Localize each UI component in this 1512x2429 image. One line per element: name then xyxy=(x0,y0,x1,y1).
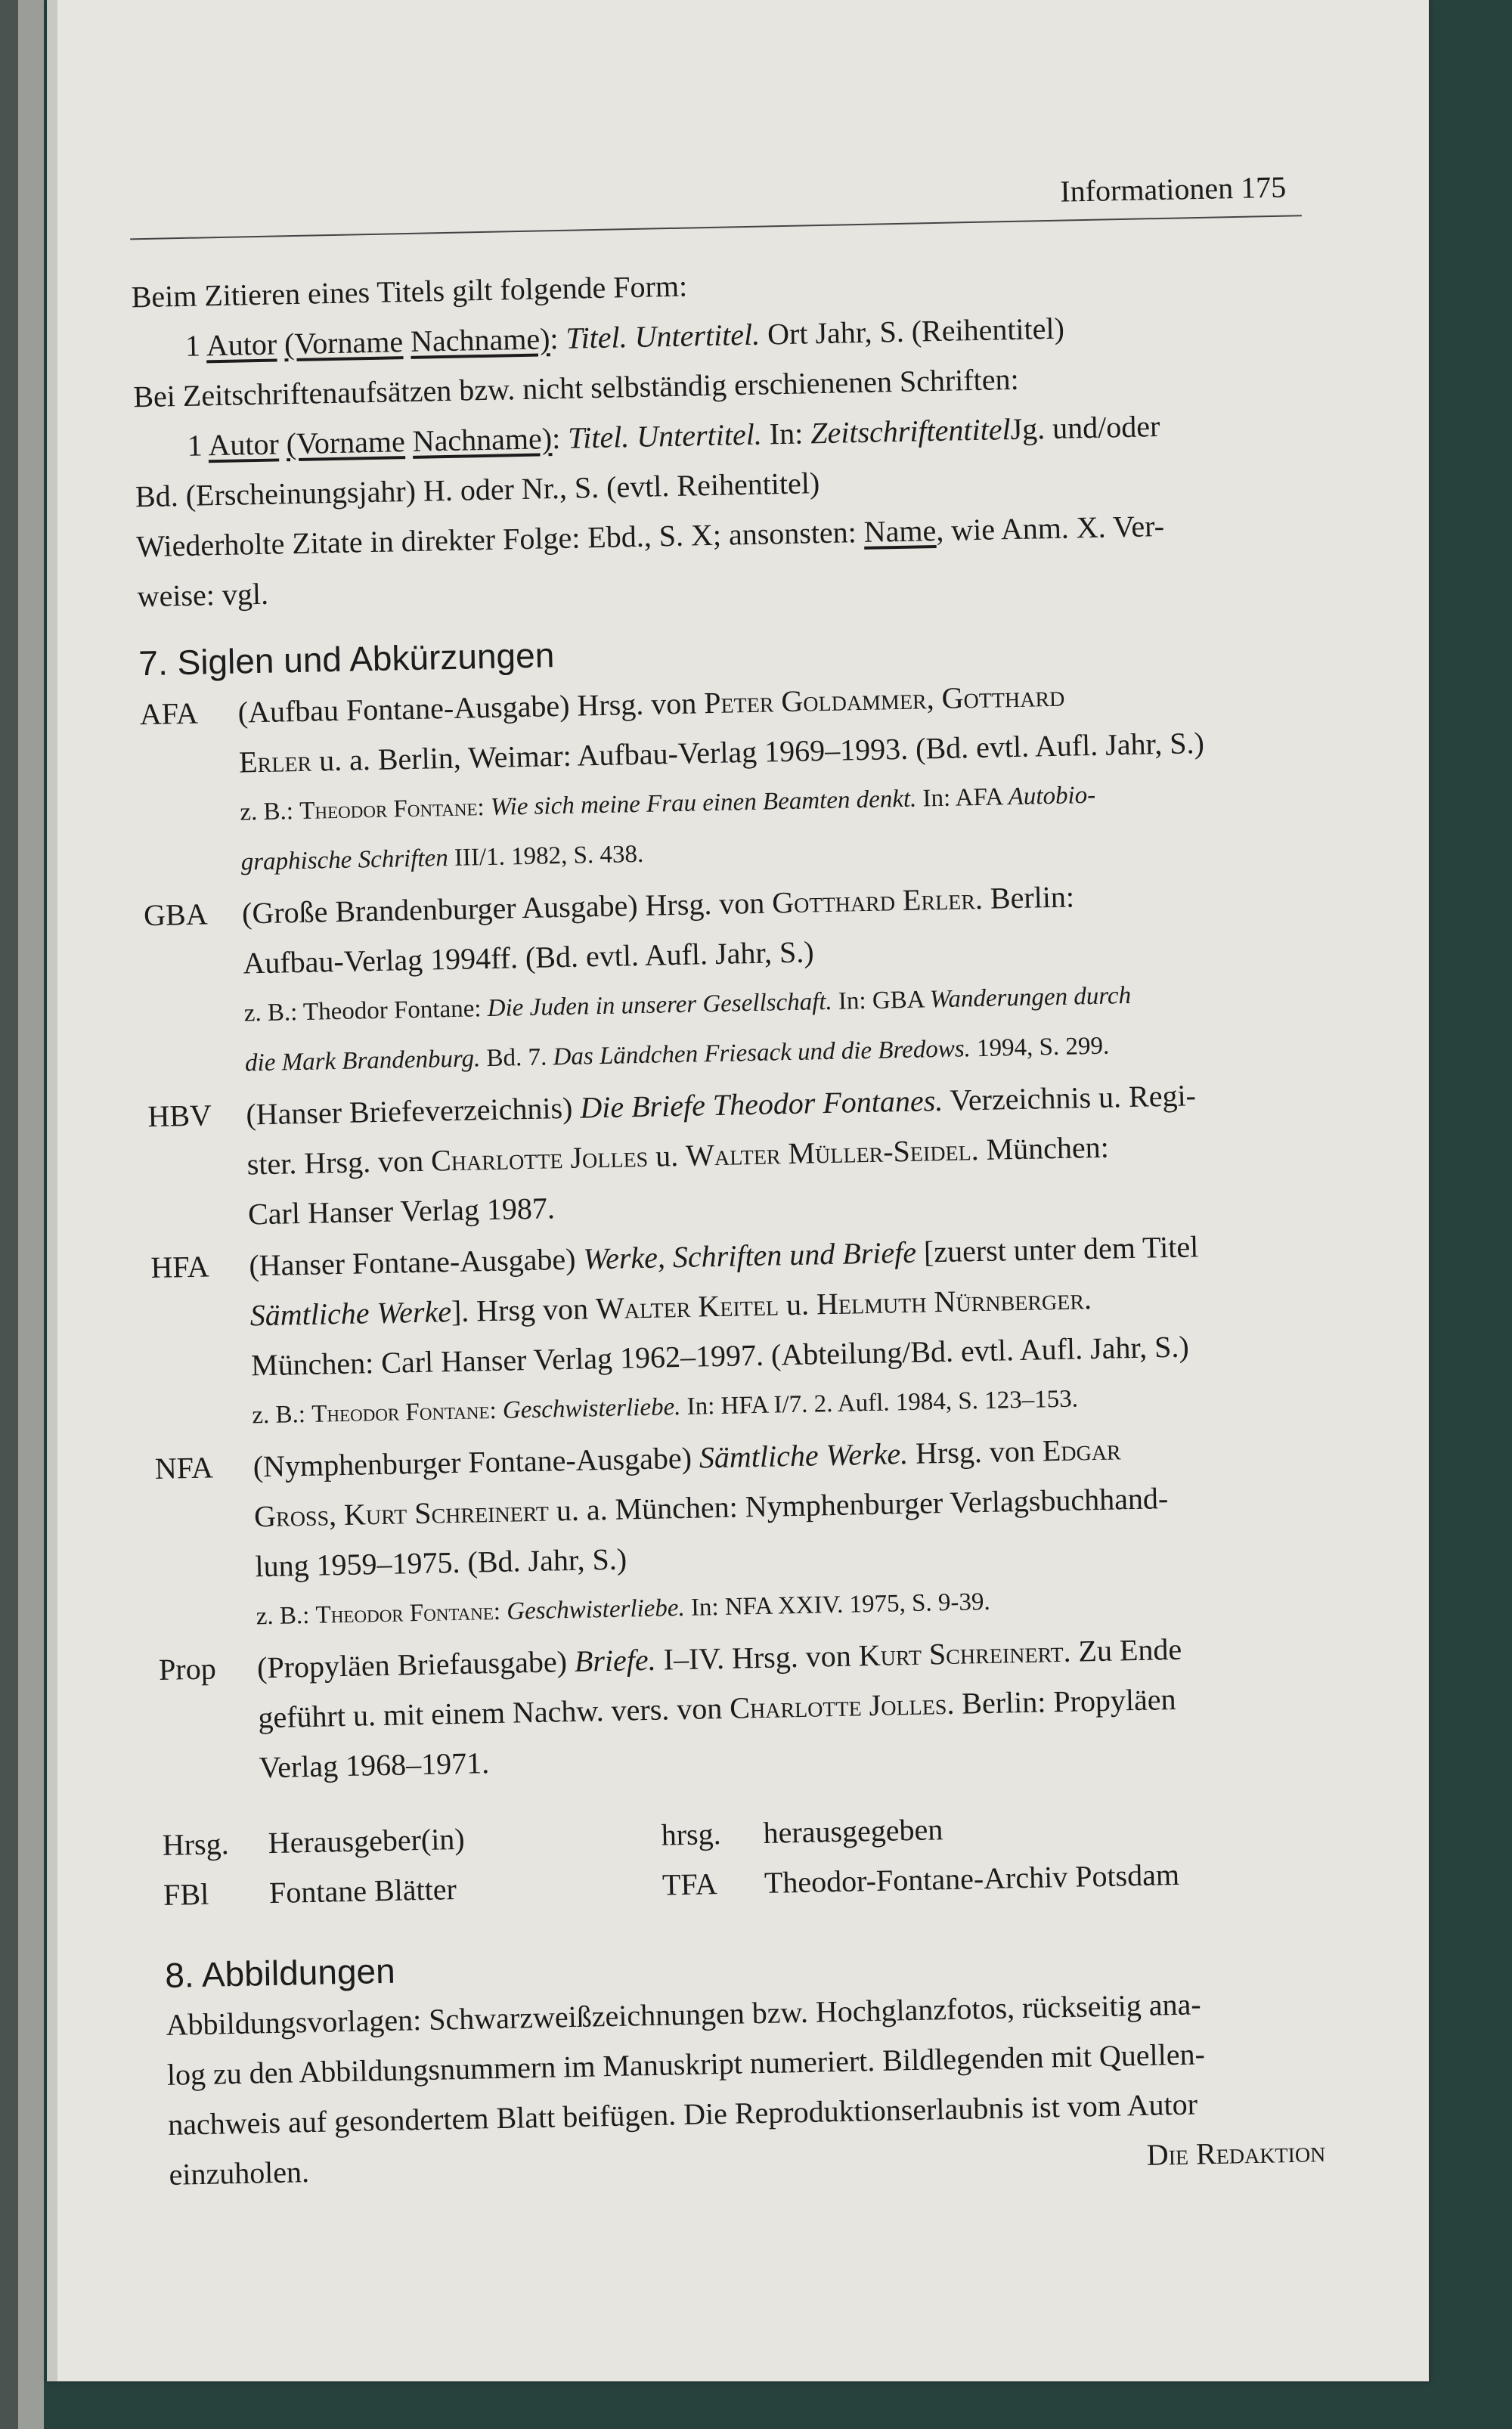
sigle-text: (Aufbau Fontane-Ausgabe) Hrsg. von Peter Goldammer, Gotthard Erler u. a. Berlin, Weimar: Aufbau-Verlag 1969–1993. (Bd. evtl. Aufl. Jahr, S.) z. B.: Theodor Fontane: Wie sich meine Frau einen Beamten denkt. In: AFA Autobio- graphische Schriften III/1. 1982, S. 438. xyxy=(237,678,1205,876)
page-number: 175 xyxy=(1240,169,1287,205)
sigle-abbr: NFA xyxy=(154,1450,214,1486)
page-gutter xyxy=(47,0,57,2381)
citation-intro: Beim Zitieren eines Titels gilt folgende Form: xyxy=(131,268,688,314)
abbreviation-meaning: Herausgeber(in) xyxy=(268,1821,466,1860)
sigle-abbr: Prop xyxy=(158,1651,217,1687)
sigle-abbr: HBV xyxy=(147,1098,212,1134)
sigle-entry-prop xyxy=(159,1622,1318,1795)
sigle-entry-hbv xyxy=(147,1068,1307,1241)
abbreviation: FBl xyxy=(163,1876,209,1912)
section-8-line: log zu den Abbildungsnummern im Manuskript numeriert. Bildlegenden mit Quellen- xyxy=(166,2037,1206,2092)
section-7-heading: 7. Siglen und Abkürzungen xyxy=(138,635,555,683)
abbreviation-list xyxy=(162,1797,1320,1920)
section-8-line: Abbildungsvorlagen: Schwarzweißzeichnungen bzw. Hochglanzfotos, rückseitig ana- xyxy=(166,1987,1201,2042)
abbreviation-meaning: herausgegeben xyxy=(763,1812,943,1850)
citation-journal-form: 1 Autor (Vorname Nachname): Titel. Untertitel. In: ZeitschriftentitelJg. und/oder xyxy=(187,409,1160,463)
facing-page-edge xyxy=(18,0,44,2429)
section-8-line: nachweis auf gesondertem Blatt beifügen. Die Reproduktionserlaubnis ist vom Autor xyxy=(167,2087,1198,2142)
header-title: Informationen xyxy=(1059,171,1234,209)
citation-repeat-cont: weise: vgl. xyxy=(137,576,269,614)
abbreviation: hrsg. xyxy=(661,1817,722,1852)
sigle-abbr: AFA xyxy=(139,696,199,732)
abbreviation-meaning: Theodor-Fontane-Archiv Potsdam xyxy=(764,1857,1180,1900)
signature: Die Redaktion xyxy=(1146,2134,1326,2172)
sigle-abbr: GBA xyxy=(143,897,209,933)
citation-journal-intro: Bei Zeitschriftenaufsätzen bzw. nicht selbständig erschienenen Schriften: xyxy=(132,361,1020,414)
sigle-text: (Propyläen Briefausgabe) Briefe. I–IV. Hrsg. von Kurt Schreinert. Zu Ende geführt u. mit einem Nachw. vers. von Charlotte Jolles. Berlin: Propyläen Verlag 1968–1971. xyxy=(256,1631,1182,1785)
sigle-text: (Nymphenburger Fontane-Ausgabe) Sämtliche Werke. Hrsg. von Edgar Gross, Kurt Schreinert u. a. München: Nymphenburger Verlagsbuchhand- lung 1959–1975. (Bd. Jahr, S.) z. B.: Theodor Fontane: Geschwisterliebe. In: NFA XXIV. 1975, S. 9-39. xyxy=(253,1432,1169,1631)
sigle-abbr: HFA xyxy=(150,1249,209,1285)
sigle-entry-afa xyxy=(139,667,1300,890)
citation-repeat: Wiederholte Zitate in direkter Folge: Ebd., S. X; ansonsten: Name, wie Anm. X. Ver- xyxy=(135,508,1165,564)
abbreviation-meaning: Fontane Blätter xyxy=(268,1872,457,1910)
sigle-entry-hfa xyxy=(150,1219,1311,1442)
section-8-heading: 8. Abbildungen xyxy=(164,1950,396,1995)
abbreviation: TFA xyxy=(662,1867,718,1902)
sigle-entry-gba xyxy=(143,867,1303,1090)
sigle-text: (Große Brandenburger Ausgabe) Hrsg. von Gotthard Erler. Berlin: Aufbau-Verlag 1994ff. (Bd. evtl. Aufl. Jahr, S.) z. B.: Theodor Fontane: Die Juden in unserer Gesellschaft. In: GBA Wanderungen durch die Mark Brandenburg. Bd. 7. Das Ländchen Friesack und die Bredows. 1994, S. 299. xyxy=(241,879,1132,1077)
page-body xyxy=(131,249,1326,2200)
sigle-text: (Hanser Briefeverzeichnis) Die Briefe Theodor Fontanes. Verzeichnis u. Regi- ster. Hrsg. von Charlotte Jolles u. Walter Müller-Seidel. München: Carl Hanser Verlag 1987. xyxy=(245,1078,1197,1232)
abbreviation: Hrsg. xyxy=(162,1826,230,1862)
sigle-entry-nfa xyxy=(154,1421,1315,1644)
sigle-text: (Hanser Fontane-Ausgabe) Werke, Schriften und Briefe [zuerst unter dem Titel Sämtliche Werke]. Hrsg von Walter Keitel u. Helmuth Nürnberger. München: Carl Hanser Verlag 1962–1997. (Abteilung/Bd. evtl. Aufl. Jahr, S.) z. B.: Theodor Fontane: Geschwisterliebe. In: HFA I/7. 2. Aufl. 1984, S. 123–153. xyxy=(249,1229,1199,1430)
section-8-line: einzuholen. xyxy=(169,2155,310,2192)
citation-book-form: 1 Autor (Vorname Nachname): Titel. Untertitel. Ort Jahr, S. (Reihentitel) xyxy=(184,311,1065,363)
citation-journal-form-cont: Bd. (Erscheinungsjahr) H. oder Nr., S. (evtl. Reihentitel) xyxy=(135,466,820,514)
